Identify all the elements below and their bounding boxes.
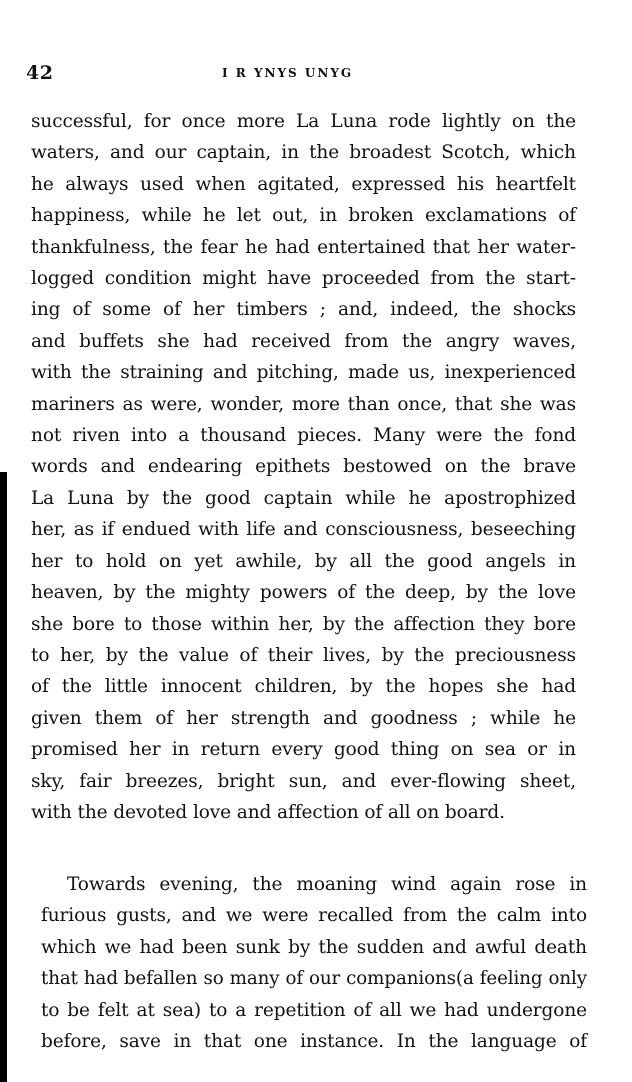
text-line: she bore to those within her, by the affection they bore <box>31 613 576 635</box>
text-line: Towards evening, the moaning wind again rose in <box>67 874 587 895</box>
text-line: to her, by the value of their lives, by the preciousness <box>31 644 576 666</box>
text-line: sky, fair breezes, bright sun, and ever-flowing sheet, <box>31 770 576 792</box>
text-line: ing of some of her timbers ; and, indeed, the shocks <box>31 299 576 321</box>
text-line: not riven into a thousand pieces. Many were the fond <box>31 425 576 447</box>
text-line: to be felt at sea) to a repetition of all we had undergone <box>41 999 587 1021</box>
text-line: promised her in return every good thing on sea or in <box>31 739 576 761</box>
text-line: her, as if endued with life and consciousness, beseeching <box>31 519 576 541</box>
text-line: thankfulness, the fear he had entertained that her water- <box>31 236 576 258</box>
page-number: 42 <box>26 62 54 84</box>
text-line: logged condition might have proceeded from the start- <box>31 268 576 290</box>
text-line: heaven, by the mighty powers of the deep, by the love <box>31 582 576 604</box>
text-line: with the straining and pitching, made us, inexperienced <box>31 362 576 384</box>
text-line: successful, for once more La Luna rode lightly on the <box>31 111 576 132</box>
running-head: I R YNYS UNYG <box>222 66 354 80</box>
text-line: furious gusts, and we were recalled from the calm into <box>41 905 587 927</box>
text-line: with the devoted love and affection of all on board. <box>31 801 505 823</box>
page-header <box>26 62 586 86</box>
text-line: words and endearing epithets bestowed on the brave <box>31 456 576 478</box>
text-line: before, save in that one instance. In the language of <box>41 1031 587 1053</box>
text-line: La Luna by the good captain while he apostrophized <box>31 487 576 509</box>
text-line: he always used when agitated, expressed his heartfelt <box>31 173 576 195</box>
text-line: that had befallen so many of our companions(a feeling only <box>41 968 587 990</box>
paragraph-2 <box>41 869 587 1057</box>
text-line: waters, and our captain, in the broadest Scotch, which <box>31 142 576 164</box>
text-line: given them of her strength and goodness ; while he <box>31 707 576 729</box>
scan-gutter-shadow <box>0 472 7 1082</box>
paragraph-1 <box>31 106 576 828</box>
text-line: happiness, while he let out, in broken exclamations of <box>31 205 576 227</box>
text-line: mariners as were, wonder, more than once, that she was <box>31 393 576 415</box>
text-line: of the little innocent children, by the hopes she had <box>31 676 576 698</box>
text-line: and buffets she had received from the angry waves, <box>31 330 576 352</box>
text-line: her to hold on yet awhile, by all the good angels in <box>31 550 576 572</box>
text-line: which we had been sunk by the sudden and awful death <box>41 936 587 958</box>
